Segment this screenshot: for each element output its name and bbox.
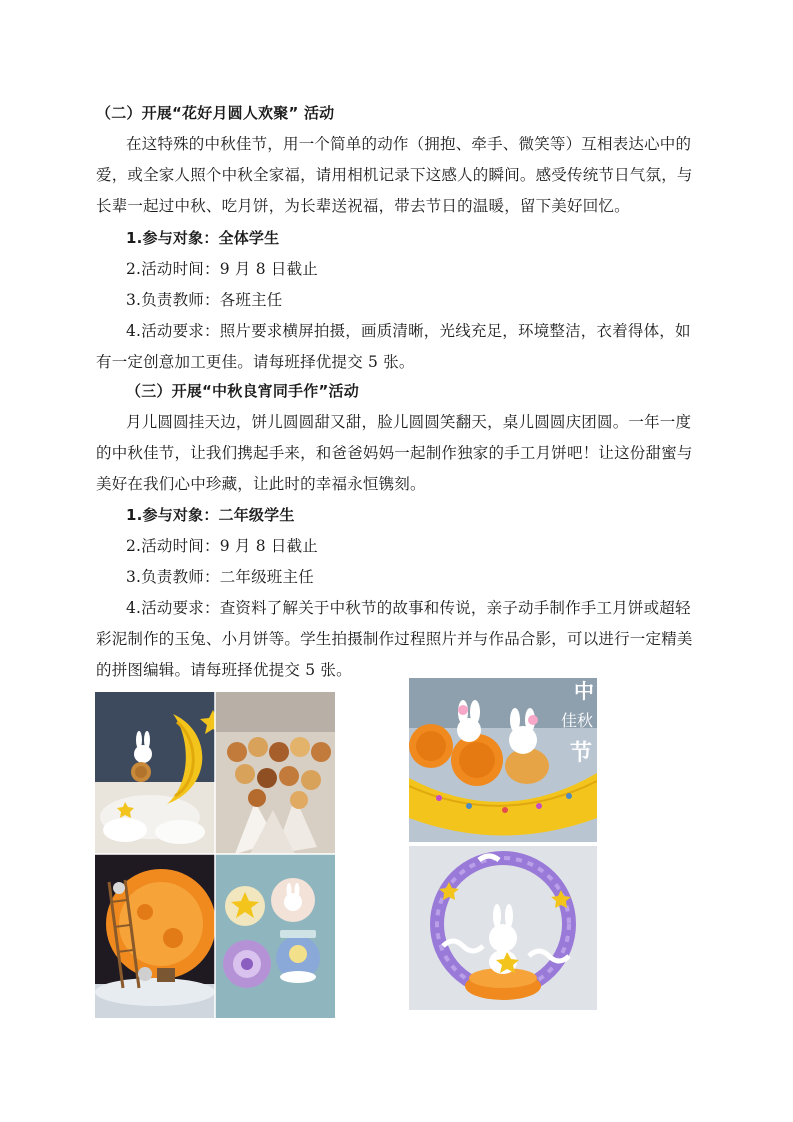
rabbit-wreath-photo	[409, 846, 597, 1010]
svg-text:佳秋: 佳秋	[560, 711, 594, 730]
mid-autumn-sign-text-1: 中	[574, 679, 594, 703]
section3-para-line-3: 美好在我们心中珍藏，让此时的幸福永恒镌刻。	[96, 475, 426, 493]
section-heading-2: （二）开展“花好月圆人欢聚” 活动	[96, 104, 335, 122]
section3-item-time: 2.活动时间：9 月 8 日截止	[126, 537, 318, 555]
section3-item-requirement-line-1: 4.活动要求：查资料了解关于中秋节的故事和传说，亲子动手制作手工月饼或超轻	[126, 599, 691, 617]
craft-collage-photo	[95, 692, 335, 1018]
section3-item-requirement-line-3: 的拼图编辑。请每班择优提交 5 张。	[96, 661, 352, 679]
section-heading-3: （三）开展“中秋良宵同手作”活动	[126, 382, 359, 400]
section3-item-participants: 1.参与对象：二年级学生	[126, 506, 295, 524]
section3-para-line-1: 月儿圆圆挂天边，饼儿圆圆甜又甜，脸儿圆圆笑翻天，桌儿圆圆庆团圆。一年一度	[126, 413, 692, 431]
section3-item-requirement-line-2: 彩泥制作的玉兔、小月饼等。学生拍摄制作过程照片并与作品合影，可以进行一定精美	[96, 630, 693, 648]
section2-item-requirement-line-1: 4.活动要求：照片要求横屏拍摄，画质清晰，光线充足，环境整洁，衣着得体，如	[126, 322, 691, 340]
section2-para-line-1: 在这特殊的中秋佳节，用一个简单的动作（拥抱、牵手、微笑等）互相表达心中的	[126, 135, 692, 153]
svg-text:节: 节	[569, 740, 593, 766]
section2-para-line-3: 长辈一起过中秋、吃月饼，为长辈送祝福，带去节日的温暖，留下美好回忆。	[96, 197, 630, 215]
rabbit-mooncake-photo	[409, 678, 597, 842]
section2-item-participants: 1.参与对象：全体学生	[126, 229, 280, 247]
section2-item-teacher: 3.负责教师：各班主任	[126, 291, 283, 309]
section2-para-line-2: 爱，或全家人照个中秋全家福，请用相机记录下这感人的瞬间。感受传统节日气氛，与	[96, 166, 693, 184]
section2-item-requirement-line-2: 有一定创意加工更佳。请每班择优提交 5 张。	[96, 353, 415, 371]
section2-item-time: 2.活动时间：9 月 8 日截止	[126, 260, 318, 278]
section3-para-line-2: 的中秋佳节，让我们携起手来，和爸爸妈妈一起制作独家的手工月饼吧！让这份甜蜜与	[96, 444, 693, 462]
section3-item-teacher: 3.负责教师：二年级班主任	[126, 568, 314, 586]
